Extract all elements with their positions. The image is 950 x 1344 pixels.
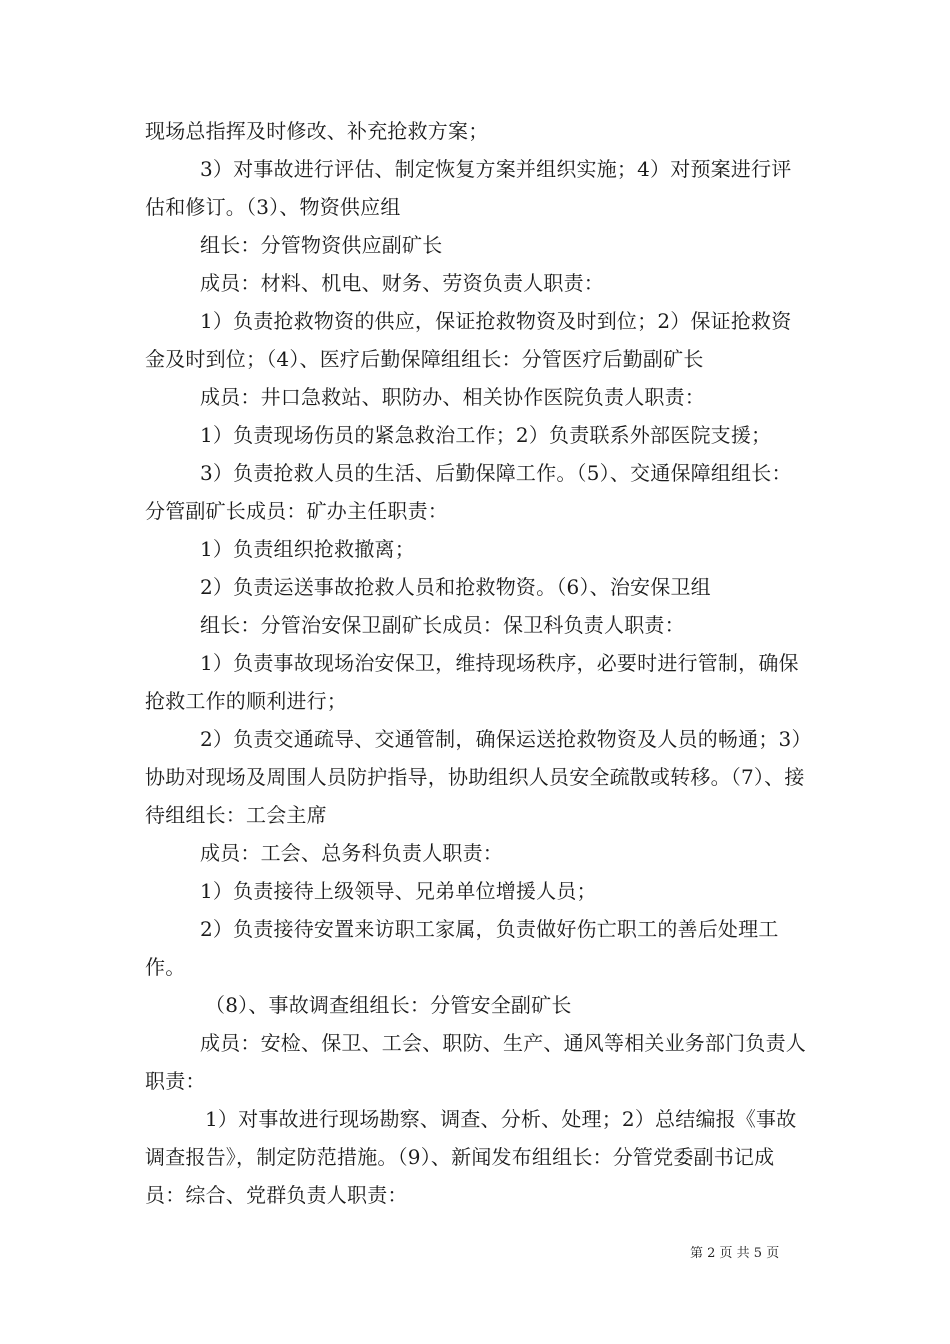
page-number-footer: 第 2 页 共 5 页 — [690, 1246, 780, 1261]
paragraph: 1）负责现场伤员的紧急救治工作；2）负责联系外部医院支援； — [200, 423, 772, 447]
paragraph: 2）负责运送事故抢救人员和抢救物资。（6）、治安保卫组 — [200, 575, 711, 599]
paragraph: 3）对事故进行评估、制定恢复方案并组织实施；4）对预案进行评估和修订。（3）、物资供应组 — [145, 157, 792, 219]
paragraph: 现场总指挥及时修改、补充抢救方案； — [145, 119, 489, 143]
paragraph: 组长：分管物资供应副矿长 — [200, 233, 443, 257]
paragraph: 1）负责接待上级领导、兄弟单位增援人员； — [200, 879, 597, 903]
paragraph: 组长：分管治安保卫副矿长成员：保卫科负责人职责： — [200, 613, 685, 637]
paragraph: 1）对事故进行现场勘察、调查、分析、处理；2）总结编报《事故调查报告》，制定防范措施。（9）、新闻发布组组长：分管党委副书记成员：综合、党群负责人职责： — [145, 1107, 797, 1207]
paragraph: （8）、事故调查组组长：分管安全副矿长 — [205, 993, 572, 1017]
paragraph: 成员：材料、机电、财务、劳资负责人职责： — [200, 271, 604, 295]
paragraph: 成员：工会、总务科负责人职责： — [200, 841, 503, 865]
document-body — [145, 112, 810, 1214]
paragraph: 1）负责抢救物资的供应，保证抢救物资及时到位；2）保证抢救资金及时到位；（4）、医疗后勤保障组组长：分管医疗后勤副矿长 — [145, 309, 792, 371]
paragraph: 2）负责交通疏导、交通管制，确保运送抢救物资及人员的畅通；3）协助对现场及周围人员防护指导，协助组织人员安全疏散或转移。（7）、接待组组长：工会主席 — [145, 727, 805, 827]
paragraph: 2）负责接待安置来访职工家属，负责做好伤亡职工的善后处理工作。 — [145, 917, 779, 979]
paragraph: 1）负责组织抢救撤离； — [200, 537, 415, 561]
paragraph: 3）负责抢救人员的生活、后勤保障工作。（5）、交通保障组组长：分管副矿长成员：矿办主任职责： — [145, 461, 792, 523]
paragraph: 成员：井口急救站、职防办、相关协作医院负责人职责： — [200, 385, 705, 409]
paragraph: 1）负责事故现场治安保卫，维持现场秩序，必要时进行管制，确保抢救工作的顺利进行； — [145, 651, 799, 713]
paragraph: 成员：安检、保卫、工会、职防、生产、通风等相关业务部门负责人职责： — [145, 1031, 806, 1093]
